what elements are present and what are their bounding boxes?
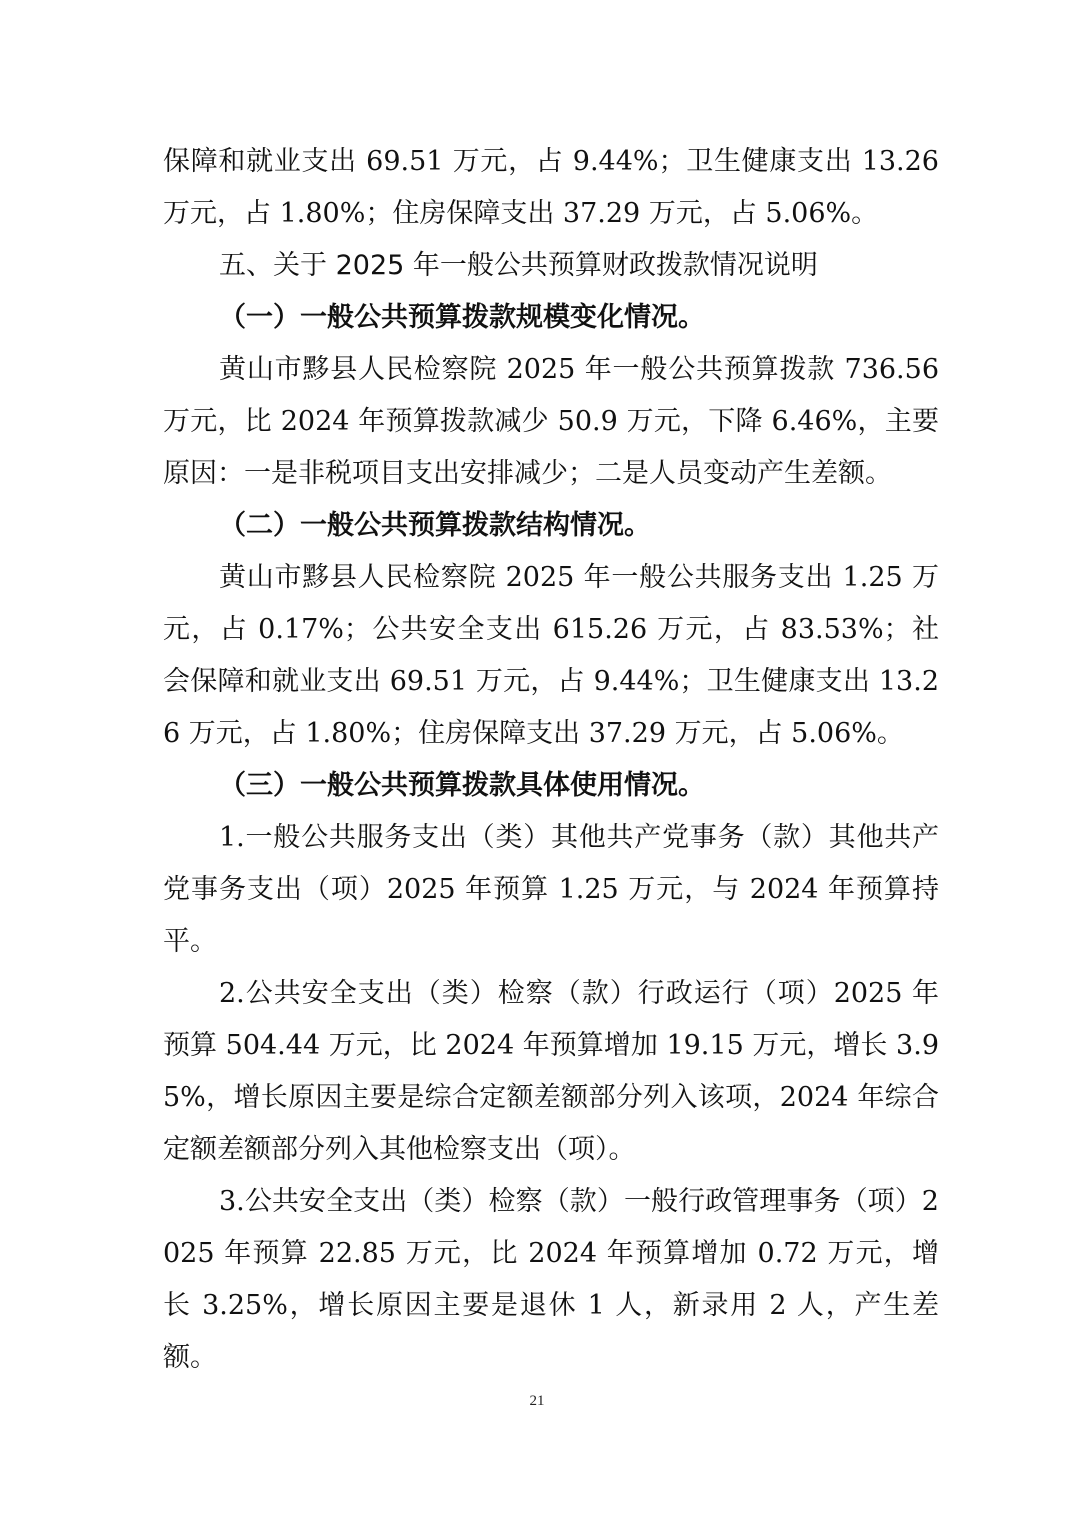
document-body <box>163 136 939 1384</box>
subheading-two: （二）一般公共预算拨款结构情况。 <box>219 510 651 541</box>
section-heading-five: 五、关于 2025 年一般公共预算财政拨款情况说明 <box>219 250 818 281</box>
subheading-one: （一）一般公共预算拨款规模变化情况。 <box>219 302 705 333</box>
paragraph-scale-change: 黄山市黟县人民检察院 2025 年一般公共预算拨款 736.56 万元，比 2024 年预算拨款减少 50.9 万元，下降 6.46%，主要原因：一是非税项目支出安排减少；二是人员变动产生差额。 <box>163 354 939 489</box>
subheading-three: （三）一般公共预算拨款具体使用情况。 <box>219 770 705 801</box>
page-number: 21 <box>529 1393 545 1409</box>
list-item-2: 2.公共安全支出（类）检察（款）行政运行（项）2025 年预算 504.44 万元，比 2024 年预算增加 19.15 万元，增长 3.95%，增长原因主要是综合定额差额部分列入该项，2024 年综合定额差额部分列入其他检察支出（项）。 <box>163 978 939 1165</box>
list-item-1: 1.一般公共服务支出（类）其他共产党事务（款）其他共产党事务支出（项）2025 年预算 1.25 万元，与 2024 年预算持平。 <box>163 822 939 957</box>
paragraph-continuation: 保障和就业支出 69.51 万元，占 9.44%；卫生健康支出 13.26 万元，占 1.80%；住房保障支出 37.29 万元，占 5.06%。 <box>163 146 939 229</box>
paragraph-structure: 黄山市黟县人民检察院 2025 年一般公共服务支出 1.25 万元，占 0.17%；公共安全支出 615.26 万元，占 83.53%；社会保障和就业支出 69.51 万元，占 9.44%；卫生健康支出 13.26 万元，占 1.80%；住房保障支出 37.29 万元，占 5.06%。 <box>163 562 939 749</box>
list-item-3: 3.公共安全支出（类）检察（款）一般行政管理事务（项）2025 年预算 22.85 万元，比 2024 年预算增加 0.72 万元，增长 3.25%，增长原因主要是退休 1 人，新录用 2 人，产生差额。 <box>163 1186 939 1373</box>
